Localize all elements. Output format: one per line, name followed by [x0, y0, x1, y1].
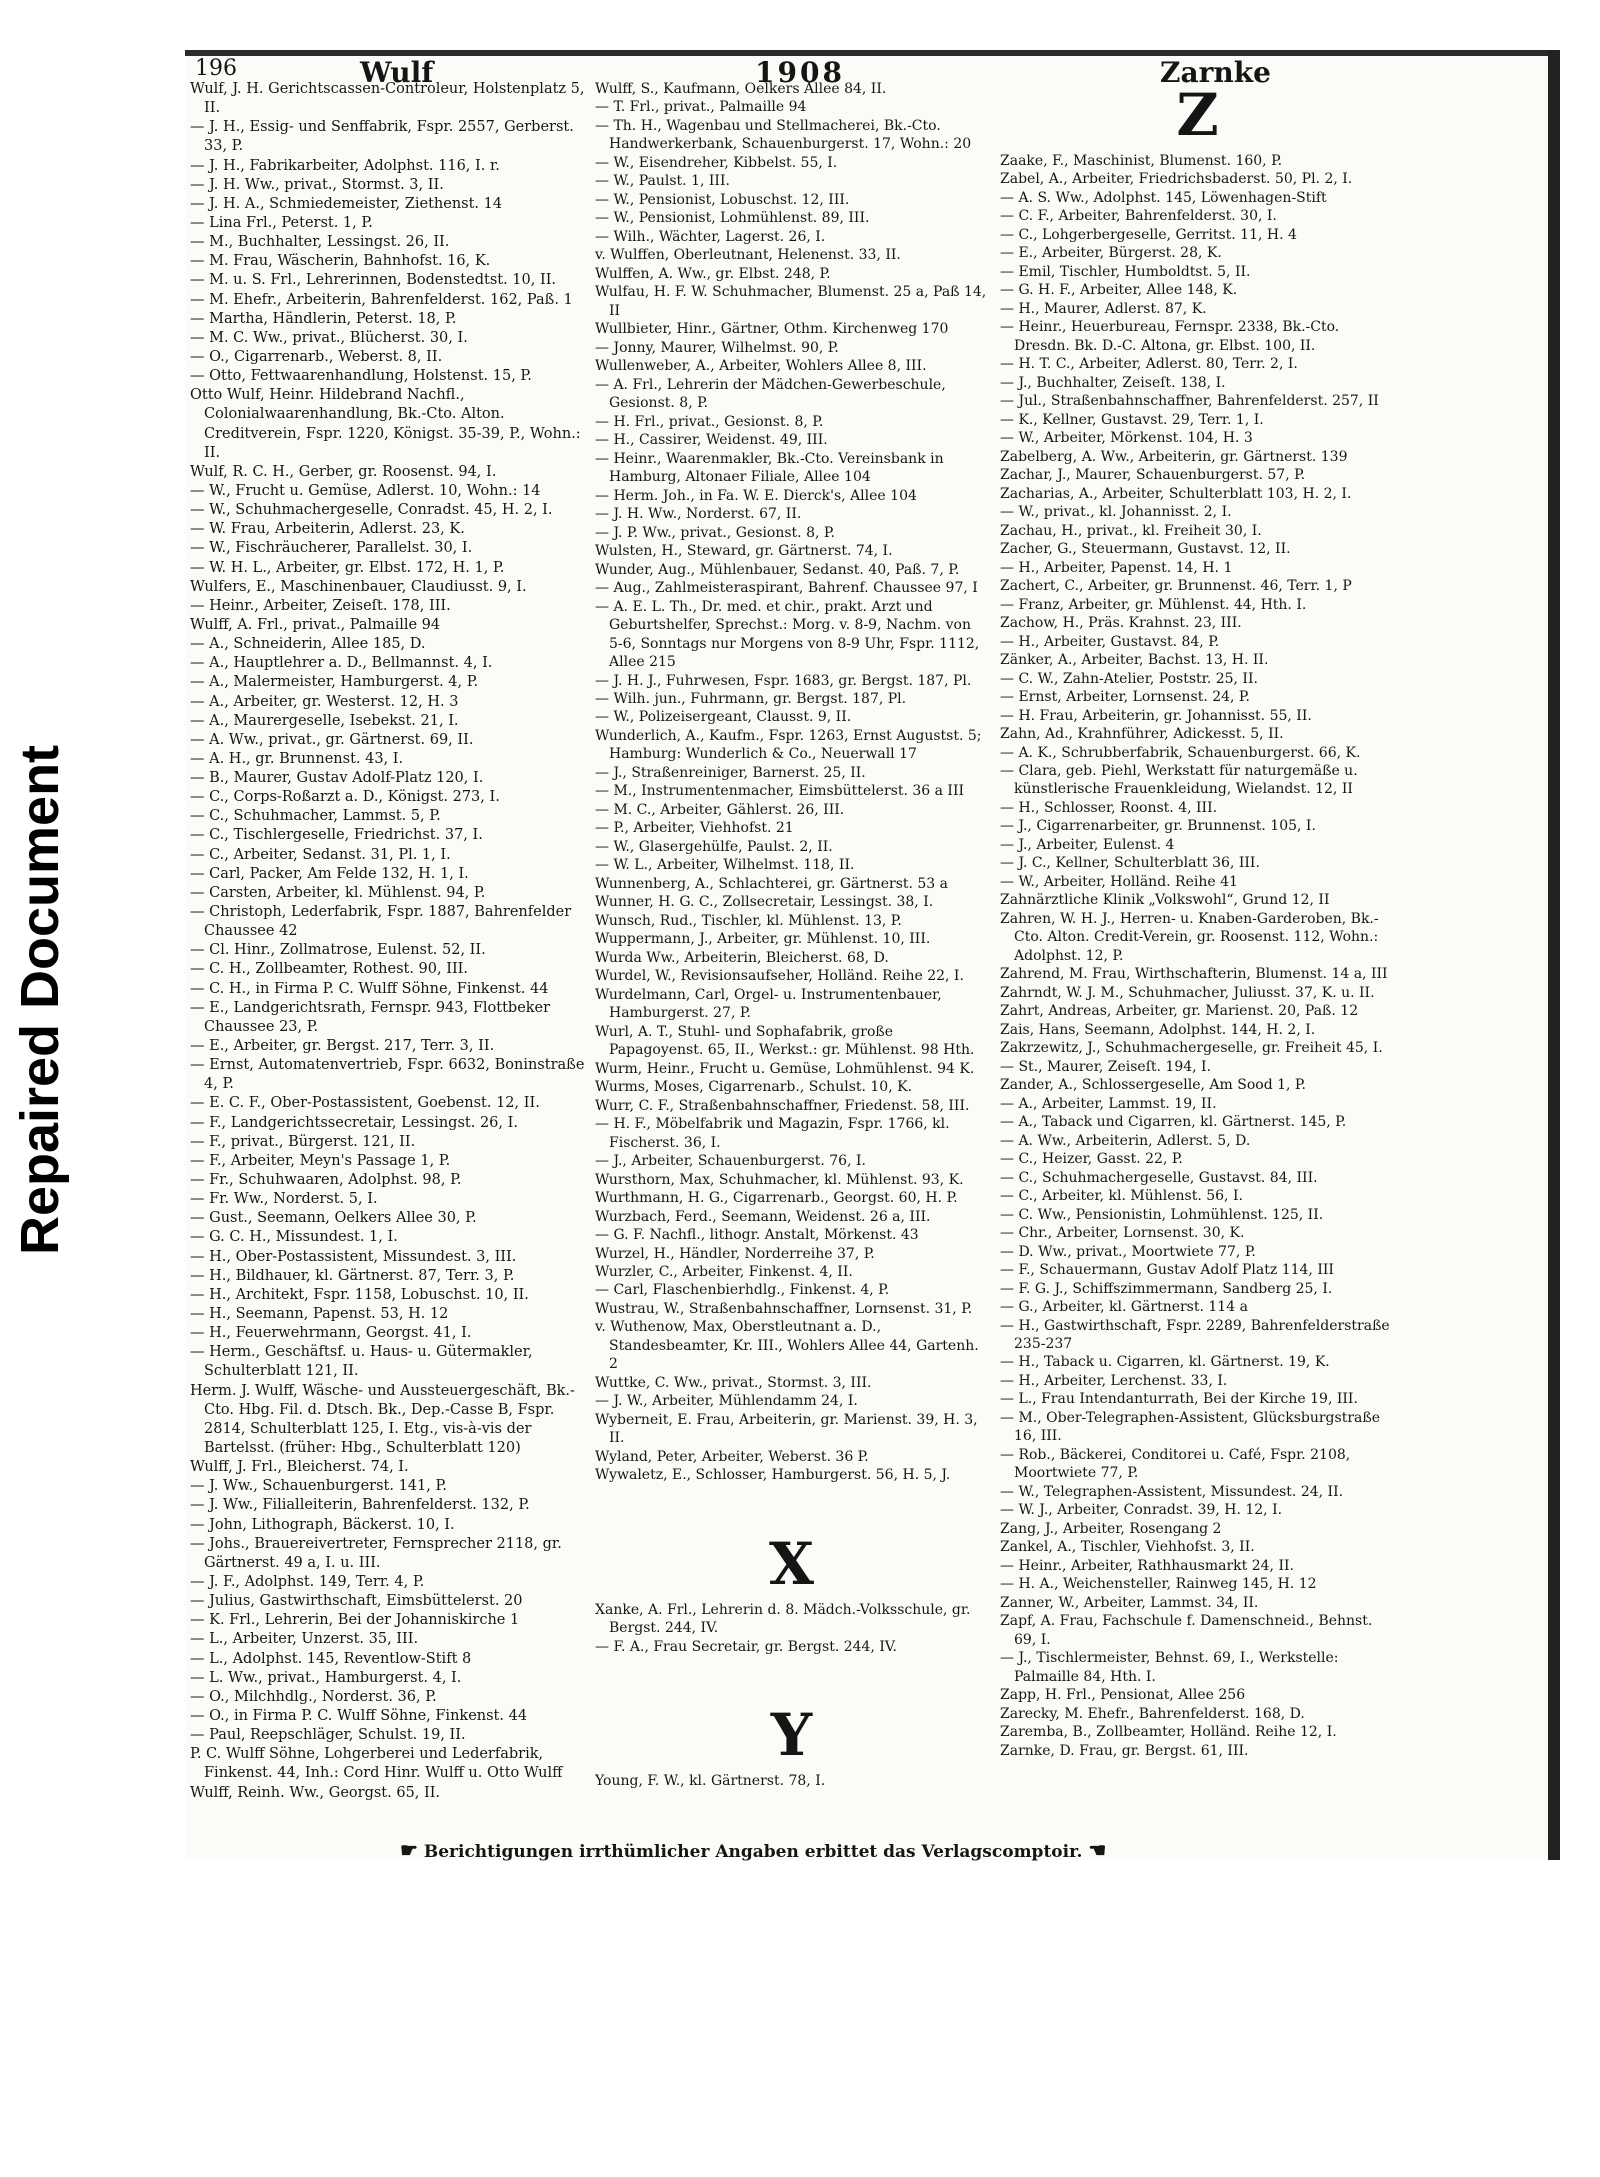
directory-entry: Wunnenberg, A., Schlachterei, gr. Gärtnerst. 53 a — [595, 875, 949, 892]
directory-entry: Zabelberg, A. Ww., Arbeiterin, gr. Gärtnerst. 139 — [1000, 448, 1348, 465]
directory-entry: — H., Schlosser, Roonst. 4, III. — [1000, 799, 1218, 816]
directory-entry: Wulf, R. C. H., Gerber, gr. Roosenst. 94, I. — [190, 463, 497, 480]
directory-entry: — H. A., Weichensteller, Rainweg 145, H. 12 — [1000, 1576, 1317, 1593]
directory-entry: — J. F., Adolphst. 149, Terr. 4, P. — [190, 1573, 425, 1590]
directory-entry: — Fr. Ww., Norderst. 5, I. — [190, 1191, 378, 1208]
directory-entry: — J. H. Ww., privat., Stormst. 3, II. — [190, 176, 444, 193]
directory-entry: — Chr., Arbeiter, Lornsenst. 30, K. — [1000, 1225, 1245, 1242]
directory-entry: — Jonny, Maurer, Wilhelmst. 90, P. — [595, 339, 839, 356]
footer-notice — [400, 1838, 1300, 1862]
directory-entry: — O., Milchhdlg., Norderst. 36, P. — [190, 1688, 437, 1705]
directory-entry: — C., Arbeiter, Sedanst. 31, Pl. 1, I. — [190, 846, 451, 863]
directory-entry: — M., Buchhalter, Lessingst. 26, II. — [190, 234, 450, 251]
directory-entry: — H., Ober-Postassistent, Missundest. 3, III. — [190, 1248, 517, 1265]
directory-entry: — E., Landgerichtsrath, Fernspr. 943, Flottbeker Chaussee 23, P. — [190, 999, 551, 1035]
directory-entry: Xanke, A. Frl., Lehrerin d. 8. Mädch.-Volksschule, gr. Bergst. 244, IV. — [595, 1601, 971, 1637]
directory-entry: Zahnärztliche Klinik „Volkswohl“, Grund 12, II — [1000, 892, 1330, 909]
directory-entry: — W., Schuhmachergeselle, Conradst. 45, H. 2, I. — [190, 502, 553, 519]
directory-entry: — J. P. Ww., privat., Gesionst. 8, P. — [595, 524, 835, 541]
directory-entry: P. C. Wulff Söhne, Lohgerberei und Lederfabrik, Finkenst. 44, Inh.: Cord Hinr. Wulff u. Otto Wulff — [190, 1746, 563, 1782]
directory-entry: — Ernst, Arbeiter, Lornsenst. 24, P. — [1000, 689, 1250, 706]
directory-entry: — A. Frl., Lehrerin der Mädchen-Gewerbeschule, Gesionst. 8, P. — [595, 376, 946, 412]
directory-entry: — P., Arbeiter, Viehhofst. 21 — [595, 820, 794, 837]
directory-entry: — C. W., Zahn-Atelier, Poststr. 25, II. — [1000, 670, 1258, 687]
directory-entry: — J., Tischlermeister, Behnst. 69, I., Werkstelle: Palmaille 84, Hth. I. — [1000, 1650, 1339, 1685]
directory-entry: Zachert, C., Arbeiter, gr. Brunnenst. 46, Terr. 1, P — [1000, 578, 1352, 595]
directory-entry: Zarecky, M. Ehefr., Bahrenfelderst. 168, D. — [1000, 1705, 1305, 1722]
directory-entry: Wurr, C. F., Straßenbahnschaffner, Friedenst. 58, III. — [595, 1097, 970, 1114]
directory-entry: — Julius, Gastwirthschaft, Eimsbüttelerst. 20 — [190, 1593, 523, 1610]
directory-entry: — K. Frl., Lehrerin, Bei der Johanniskirche 1 — [190, 1612, 520, 1629]
directory-entry: Wustrau, W., Straßenbahnschaffner, Lornsenst. 31, P. — [595, 1300, 973, 1317]
directory-entry: — A. Ww., privat., gr. Gärtnerst. 69, II. — [190, 731, 474, 748]
directory-entry: — Gust., Seemann, Oelkers Allee 30, P. — [190, 1210, 477, 1227]
directory-entry: — C. F., Arbeiter, Bahrenfelderst. 30, I. — [1000, 208, 1277, 225]
directory-entry: — W., Fischräucherer, Parallelst. 30, I. — [190, 540, 473, 557]
directory-entry: — W., Arbeiter, Holländ. Reihe 41 — [1000, 873, 1238, 890]
directory-entry: — Martha, Händlerin, Peterst. 18, P. — [190, 310, 457, 327]
directory-entry: — J. H., Fabrikarbeiter, Adolphst. 116, I. r. — [190, 157, 500, 174]
directory-entry: — H., Seemann, Papenst. 53, H. 12 — [190, 1306, 449, 1322]
directory-entry: — W., Pensionist, Lobuschst. 12, III. — [595, 191, 850, 208]
directory-entry: — A., Schneiderin, Allee 185, D. — [190, 636, 426, 653]
directory-entry: — G. C. H., Missundest. 1, I. — [190, 1229, 398, 1246]
directory-entry: — H. Frau, Arbeiterin, gr. Johannisst. 55, II. — [1000, 707, 1312, 724]
directory-entry: — Wilh. jun., Fuhrmann, gr. Bergst. 187, Pl. — [595, 690, 907, 707]
directory-entry: — H., Arbeiter, Lerchenst. 33, I. — [1000, 1372, 1228, 1389]
directory-entry: — Clara, geb. Piehl, Werkstatt für naturgemäße u. künstlerische Frauenkleidung, Wielandst. 12, II — [1000, 762, 1358, 798]
directory-entry: Wulf, J. H. Gerichtscassen-Controleur, Holstenplatz 5, II. — [190, 81, 585, 117]
directory-entry: — Christoph, Lederfabrik, Fspr. 1887, Bahrenfelder Chaussee 42 — [190, 904, 572, 940]
directory-entry: — C. Ww., Pensionistin, Lohmühlenst. 125, II. — [1000, 1206, 1324, 1223]
directory-entry: — L., Arbeiter, Unzerst. 35, III. — [190, 1631, 419, 1648]
directory-entry: Zacher, G., Steuermann, Gustavst. 12, II. — [1000, 541, 1291, 558]
directory-entry: — H., Cassirer, Weidenst. 49, III. — [595, 432, 828, 449]
directory-entry: Zaake, F., Maschinist, Blumenst. 160, P. — [1000, 153, 1283, 169]
directory-entry: — T. Frl., privat., Palmaille 94 — [595, 99, 807, 116]
directory-entry: — W., privat., kl. Johannisst. 2, I. — [1000, 504, 1232, 521]
directory-entry: — M. C. Ww., privat., Blücherst. 30, I. — [190, 329, 468, 346]
directory-entry: — H. F., Möbelfabrik und Magazin, Fspr. 1766, kl. Fischerst. 36, I. — [595, 1116, 950, 1151]
directory-entry: Wursthorn, Max, Schuhmacher, kl. Mühlenst. 93, K. — [595, 1171, 964, 1188]
side-watermark — [0, 650, 80, 1350]
directory-entry: — John, Lithograph, Bäckerst. 10, I. — [190, 1516, 455, 1533]
section-letter-y: Y — [770, 1701, 813, 1770]
directory-entry: — G. H. F., Arbeiter, Allee 148, K. — [1000, 282, 1238, 299]
directory-entry: Young, F. W., kl. Gärtnerst. 78, I. — [595, 1773, 826, 1790]
directory-entry: — J., Buchhalter, Zeiseſt. 138, I. — [1000, 374, 1226, 391]
directory-entry: Wurzel, H., Händler, Norderreihe 37, P. — [595, 1245, 875, 1262]
directory-entry: — J. C., Kellner, Schulterblatt 36, III. — [1000, 855, 1260, 872]
directory-entry: — J. H. Ww., Norderst. 67, II. — [595, 506, 802, 523]
directory-entry: — C., Heizer, Gasst. 22, P. — [1000, 1151, 1183, 1168]
directory-entry: — W. L., Arbeiter, Wilhelmst. 118, II. — [595, 857, 855, 874]
directory-entry: Otto Wulf, Heinr. Hildebrand Nachfl., Colonialwaarenhandlung, Bk.-Cto. Alton. Creditverein, Fspr. 1220, Königst. 35-39, P., Wohn.: II. — [190, 387, 581, 461]
directory-entry: — C., Corps-Roßarzt a. D., Königst. 273, I. — [190, 789, 500, 806]
directory-entry: — Franz, Arbeiter, gr. Mühlenst. 44, Hth. I. — [1000, 596, 1307, 613]
directory-entry: Herm. J. Wulff, Wäsche- und Aussteuergeschäft, Bk.-Cto. Hbg. Fil. d. Dtsch. Bk., Dep.-Casse B, Fspr. 2814, Schulterblatt 125, I. Etg., vis-à-vis der Bartelsst. (früher: Hbg., Schulterblatt 120) — [190, 1382, 575, 1456]
directory-entry: — A., Taback und Cigarren, kl. Gärtnerst. 145, P. — [1000, 1114, 1347, 1131]
directory-entry: — C., Lohgerbergeselle, Gerritst. 11, H. 4 — [1000, 226, 1297, 243]
directory-entry: — W., Arbeiter, Mörkenst. 104, H. 3 — [1000, 430, 1253, 447]
directory-entry: Wunsch, Rud., Tischler, kl. Mühlenst. 13, P. — [595, 912, 902, 929]
column-middle-entries — [595, 80, 988, 1485]
directory-entry: — J. Ww., Filialleiterin, Bahrenfelderst. 132, P. — [190, 1497, 530, 1514]
directory-entry: Zahrndt, W. J. M., Schuhmacher, Juliusst. 37, K. u. II. — [1000, 984, 1375, 1001]
column-right-entries — [1000, 152, 1395, 1760]
directory-entry: — M., Ober-Telegraphen-Assistent, Glücksburgstraße 16, III. — [1000, 1409, 1380, 1445]
directory-entry: — M. C., Arbeiter, Gählerst. 26, III. — [595, 801, 845, 818]
directory-entry: Zachow, H., Präs. Krahnst. 23, III. — [1000, 615, 1242, 632]
header-left-word: Wulf — [360, 56, 434, 89]
directory-entry: Zapp, H. Frl., Pensionat, Allee 256 — [1000, 1687, 1246, 1704]
directory-entry: Zapf, A. Frau, Fachschule f. Damenschneid., Behnst. 69, I. — [1000, 1613, 1373, 1648]
pointing-hand-left-icon: ☛ — [400, 1838, 418, 1862]
directory-entry: — C., Tischlergeselle, Friedrichst. 37, I. — [190, 827, 483, 844]
directory-entry: — L., Adolphst. 145, Reventlow-Stift 8 — [190, 1650, 472, 1667]
directory-entry: — A., Maurergeselle, Isebekst. 21, I. — [190, 712, 459, 729]
directory-entry: — Otto, Fettwaarenhandlung, Holstenst. 15, P. — [190, 368, 532, 385]
directory-entry: — A. K., Schrubberfabrik, Schauenburgerst. 66, K. — [1000, 744, 1361, 761]
directory-entry: — Ernst, Automatenvertrieb, Fspr. 6632, Boninstraße 4, P. — [190, 1057, 585, 1093]
directory-entry: — W., Frucht u. Gemüse, Adlerst. 10, Wohn.: 14 — [190, 482, 541, 499]
directory-entry: — M. u. S. Frl., Lehrerinnen, Bodenstedtst. 10, II. — [190, 272, 557, 289]
directory-entry: Wurzbach, Ferd., Seemann, Weidenst. 26 a, III. — [595, 1208, 931, 1225]
directory-entry: — Heinr., Waarenmakler, Bk.-Cto. Vereinsbank in Hamburg, Altonaer Filiale, Allee 104 — [595, 450, 944, 486]
directory-entry: — Paul, Reepschläger, Schulst. 19, II. — [190, 1727, 466, 1744]
directory-entry: — H., Arbeiter, Papenst. 14, H. 1 — [1000, 559, 1233, 576]
directory-entry: Wurm, Heinr., Frucht u. Gemüse, Lohmühlenst. 94 K. — [595, 1060, 975, 1077]
directory-entry: Zais, Hans, Seemann, Adolphst. 144, H. 2, I. — [1000, 1021, 1316, 1038]
directory-entry: — E., Arbeiter, Bürgerst. 28, K. — [1000, 245, 1222, 262]
directory-entry: Zacharias, A., Arbeiter, Schulterblatt 103, H. 2, I. — [1000, 485, 1352, 502]
directory-entry: — H., Arbeiter, Gustavst. 84, P. — [1000, 633, 1220, 650]
directory-entry: — W., Polizeisergeant, Clausst. 9, II. — [595, 709, 852, 726]
directory-entry: v. Wulffen, Oberleutnant, Helenenst. 33, II. — [595, 247, 901, 264]
directory-entry: — H., Feuerwehrmann, Georgst. 41, I. — [190, 1325, 472, 1342]
directory-entry: Wulfers, E., Maschinenbauer, Claudiusst. 9, I. — [190, 578, 527, 595]
directory-entry: — H., Architekt, Fspr. 1158, Lobuschst. 10, II. — [190, 1286, 529, 1303]
directory-entry: Wulff, A. Frl., privat., Palmaille 94 — [190, 616, 441, 633]
directory-entry: — F., Schauermann, Gustav Adolf Platz 114, III — [1000, 1262, 1334, 1279]
directory-entry: — G. F. Nachfl., lithogr. Anstalt, Mörkenst. 43 — [595, 1227, 919, 1244]
directory-entry: Wurms, Moses, Cigarrenarb., Schulst. 10, K. — [595, 1079, 913, 1096]
directory-entry: Wunderlich, A., Kaufm., Fspr. 1263, Ernst Augustst. 5; Hamburg: Wunderlich & Co., Neuerwall 17 — [595, 727, 982, 763]
directory-entry: Wuppermann, J., Arbeiter, gr. Mühlenst. 10, III. — [595, 931, 931, 948]
directory-entry: Wullenweber, A., Arbeiter, Wohlers Allee 8, III. — [595, 358, 927, 375]
directory-entry: — J., Arbeiter, Schauenburgerst. 76, I. — [595, 1153, 866, 1170]
directory-entry: — L., Frau Intendanturrath, Bei der Kirche 19, III. — [1000, 1391, 1358, 1408]
directory-entry: Zahrend, M. Frau, Wirthschafterin, Blumenst. 14 a, III — [1000, 966, 1388, 983]
directory-entry: Wurdelmann, Carl, Orgel- u. Instrumentenbauer, Hamburgerst. 27, P. — [595, 986, 942, 1022]
directory-entry: — Fr., Schuhwaaren, Adolphst. 98, P. — [190, 1172, 462, 1189]
directory-entry: Wurzler, C., Arbeiter, Finkenst. 4, II. — [595, 1264, 853, 1280]
directory-entry: v. Wuthenow, Max, Oberstleutnant a. D., Standesbeamter, Kr. III., Wohlers Allee 44, Gartenh. 2 — [595, 1319, 979, 1373]
directory-entry: — F., Arbeiter, Meyn's Passage 1, P. — [190, 1152, 451, 1169]
directory-entry: Wulff, J. Frl., Bleicherst. 74, I. — [190, 1459, 409, 1476]
directory-entry: — O., in Firma P. C. Wulff Söhne, Finkenst. 44 — [190, 1707, 528, 1724]
directory-entry: — F., privat., Bürgerst. 121, II. — [190, 1133, 416, 1150]
directory-entry: — Rob., Bäckerei, Conditorei u. Café, Fspr. 2108, Moortwiete 77, P. — [1000, 1446, 1351, 1482]
directory-entry: — A. H., gr. Brunnenst. 43, I. — [190, 750, 404, 767]
directory-entry: — C. H., in Firma P. C. Wulff Söhne, Finkenst. 44 — [190, 980, 549, 997]
directory-entry: — W., Pensionist, Lohmühlenst. 89, III. — [595, 210, 870, 227]
directory-entry: — J. H. J., Fuhrwesen, Fspr. 1683, gr. Bergst. 187, Pl. — [595, 672, 972, 689]
side-watermark-text: Repaired Document — [10, 744, 70, 1256]
directory-entry: — J. H. A., Schmiedemeister, Ziethenst. 14 — [190, 195, 503, 212]
directory-entry: Zahn, Ad., Krahnführer, Adickesst. 5, II. — [1000, 726, 1284, 743]
directory-entry: — J. Ww., Schauenburgerst. 141, P. — [190, 1478, 447, 1495]
directory-entry: — J., Cigarrenarbeiter, gr. Brunnenst. 105, I. — [1000, 818, 1316, 835]
directory-entry: — Carl, Packer, Am Felde 132, H. 1, I. — [190, 865, 469, 882]
page-number: 196 — [195, 56, 237, 81]
directory-entry: — W. J., Arbeiter, Conradst. 39, H. 12, I. — [1000, 1502, 1283, 1519]
directory-entry: — C., Schuhmachergeselle, Gustavst. 84, III. — [1000, 1169, 1318, 1186]
footer-text: Berichtigungen irrthümlicher Angaben erbittet das Verlagscomptoir. — [423, 1842, 1083, 1862]
directory-entry: — K., Kellner, Gustavst. 29, Terr. 1, I. — [1000, 411, 1264, 428]
directory-entry: — E., Arbeiter, gr. Bergst. 217, Terr. 3, II. — [190, 1038, 495, 1055]
directory-entry: Wyland, Peter, Arbeiter, Weberst. 36 P. — [595, 1448, 869, 1465]
directory-entry: — L. Ww., privat., Hamburgerst. 4, I. — [190, 1669, 462, 1686]
section-letter-x: X — [768, 1529, 814, 1598]
directory-entry: — W., Glasergehülfe, Paulst. 2, II. — [595, 838, 833, 855]
header-right-word: Zarnke — [1160, 56, 1271, 89]
directory-entry: — F., Landgerichtssecretair, Lessingst. 26, I. — [190, 1114, 518, 1131]
directory-entry: Zahrt, Andreas, Arbeiter, gr. Marienst. 20, Paß. 12 — [1000, 1003, 1359, 1020]
directory-entry: Zanner, W., Arbeiter, Lammst. 34, II. — [1000, 1594, 1259, 1611]
directory-entry: Wurl, A. T., Stuhl- und Sophafabrik, große Papagoyenst. 65, II., Werkst.: gr. Mühlenst. 98 Hth. — [595, 1023, 975, 1059]
directory-entry: — W., Eisendreher, Kibbelst. 55, I. — [595, 154, 838, 171]
directory-entry: — J., Arbeiter, Eulenst. 4 — [1000, 836, 1175, 853]
directory-entry: — F. A., Frau Secretair, gr. Bergst. 244, IV. — [595, 1638, 897, 1655]
directory-entry: — W. H. L., Arbeiter, gr. Elbst. 172, H. 1, P. — [190, 559, 505, 576]
directory-entry: Wurthmann, H. G., Cigarrenarb., Georgst. 60, H. P. — [595, 1190, 958, 1207]
directory-entry: — Lina Frl., Peterst. 1, P. — [190, 214, 373, 231]
directory-entry: — Carl, Flaschenbierhdlg., Finkenst. 4, P. — [595, 1282, 890, 1299]
directory-entry: — A., Hauptlehrer a. D., Bellmannst. 4, I. — [190, 655, 493, 672]
directory-entry: — Aug., Zahlmeisteraspirant, Bahrenf. Chaussee 97, I — [595, 580, 978, 597]
directory-entry: — H. T. C., Arbeiter, Adlerst. 80, Terr. 2, I. — [1000, 356, 1298, 373]
directory-entry: Zabel, A., Arbeiter, Friedrichsbaderst. 50, Pl. 2, I. — [1000, 171, 1353, 188]
directory-entry: — A., Arbeiter, gr. Westerst. 12, H. 3 — [190, 693, 459, 710]
directory-entry: Wulfau, H. F. W. Schuhmacher, Blumenst. 25 a, Paß 14, II — [595, 284, 987, 319]
directory-entry: — W., Telegraphen-Assistent, Missundest. 24, II. — [1000, 1483, 1344, 1500]
directory-entry: — Heinr., Arbeiter, Rathhausmarkt 24, II. — [1000, 1557, 1294, 1574]
directory-entry: Wunder, Aug., Mühlenbauer, Sedanst. 40, Paß. 7, P. — [595, 561, 960, 578]
directory-entry: Zachau, H., privat., kl. Freiheit 30, I. — [1000, 522, 1262, 539]
directory-entry: Zang, J., Arbeiter, Rosengang 2 — [1000, 1520, 1222, 1537]
column-left — [190, 80, 585, 1840]
directory-entry: Wulff, Reinh. Ww., Georgst. 65, II. — [190, 1784, 441, 1801]
directory-entry: Zänker, A., Arbeiter, Bachst. 13, H. II. — [1000, 652, 1269, 669]
directory-entry: — M. Frau, Wäscherin, Bahnhofst. 16, K. — [190, 253, 491, 270]
directory-entry: — Herm., Geschäftsf. u. Haus- u. Gütermakler, Schulterblatt 121, II. — [190, 1344, 533, 1380]
directory-entry: — Wilh., Wächter, Lagerst. 26, I. — [595, 228, 826, 245]
directory-entry: Zakrzewitz, J., Schuhmachergeselle, gr. Freiheit 45, I. — [1000, 1040, 1383, 1057]
directory-entry: — B., Maurer, Gustav Adolf-Platz 120, I. — [190, 770, 484, 787]
directory-entry: — Jul., Straßenbahnschaffner, Bahrenfelderst. 257, II — [1000, 393, 1379, 410]
directory-entry: — Johs., Brauereivertreter, Fernsprecher 2118, gr. Gärtnerst. 49 a, I. u. III. — [190, 1535, 562, 1571]
column-middle — [595, 80, 988, 1840]
directory-entry: — Cl. Hinr., Zollmatrose, Eulenst. 52, II. — [190, 942, 486, 959]
directory-entry: Zachar, J., Maurer, Schauenburgerst. 57, P. — [1000, 467, 1306, 484]
directory-entry: — D. Ww., privat., Moortwiete 77, P. — [1000, 1243, 1256, 1260]
directory-entry: — H., Bildhauer, kl. Gärtnerst. 87, Terr. 3, P. — [190, 1267, 515, 1284]
directory-entry: — E. C. F., Ober-Postassistent, Goebenst. 12, II. — [190, 1095, 540, 1112]
directory-entry: — Heinr., Heuerbureau, Fernspr. 2338, Bk.-Cto. Dresdn. Bk. D.-C. Altona, gr. Elbst. 100, II. — [1000, 319, 1340, 354]
directory-entry: — H., Gastwirthschaft, Fspr. 2289, Bahrenfelderstraße 235-237 — [1000, 1317, 1390, 1352]
directory-entry: — A. S. Ww., Adolphst. 145, Löwenhagen-Stift — [1000, 189, 1327, 206]
directory-entry: — M. Ehefr., Arbeiterin, Bahrenfelderst. 162, Paß. 1 — [190, 291, 573, 308]
directory-entry: — A., Malermeister, Hamburgerst. 4, P. — [190, 674, 479, 691]
directory-entry: Wulffen, A. Ww., gr. Elbst. 248, P. — [595, 265, 831, 282]
directory-entry: — St., Maurer, Zeiseſt. 194, I. — [1000, 1058, 1212, 1075]
directory-entry: — J. W., Arbeiter, Mühlendamm 24, I. — [595, 1393, 858, 1410]
directory-entry: — O., Cigarrenarb., Weberst. 8, II. — [190, 348, 443, 365]
directory-entry: Wunner, H. G. C., Zollsecretair, Lessingst. 38, I. — [595, 894, 934, 911]
directory-entry: — A. E. L. Th., Dr. med. et chir., prakt. Arzt und Geburtshelfer, Sprechst.: Morg. v. 8-9, Nachm. von 5-6, Sonntags nur Morgens von 8-9 Uhr, Fspr. 1112, Allee 215 — [595, 598, 980, 671]
column-right — [1000, 80, 1395, 1840]
directory-entry: — A. Ww., Arbeiterin, Adlerst. 5, D. — [1000, 1132, 1251, 1149]
directory-entry: — J., Straßenreiniger, Barnerst. 25, II. — [595, 764, 866, 781]
directory-entry: — H., Taback u. Cigarren, kl. Gärtnerst. 19, K. — [1000, 1354, 1330, 1371]
directory-entry: — Emil, Tischler, Humboldtst. 5, II. — [1000, 263, 1251, 280]
directory-entry: Wullbieter, Hinr., Gärtner, Othm. Kirchenweg 170 — [595, 321, 949, 338]
directory-entry: — G., Arbeiter, kl. Gärtnerst. 114 a — [1000, 1299, 1248, 1316]
directory-entry: Zahren, W. H. J., Herren- u. Knaben-Garderoben, Bk.-Cto. Alton. Credit-Verein, gr. Roosenst. 112, Wohn.: Adolphst. 12, P. — [1000, 910, 1379, 964]
directory-entry: Wuttke, C. Ww., privat., Stormst. 3, III. — [595, 1374, 872, 1391]
section-x-entries — [595, 1601, 988, 1656]
directory-entry: — W. Frau, Arbeiterin, Adlerst. 23, K. — [190, 521, 465, 538]
section-y-entries — [595, 1772, 988, 1790]
directory-entry: — A., Arbeiter, Lammst. 19, II. — [1000, 1095, 1217, 1112]
directory-entry: — Heinr., Arbeiter, Zeiseſt. 178, III. — [190, 597, 451, 614]
directory-entry: Wurdel, W., Revisionsaufseher, Holländ. Reihe 22, I. — [595, 968, 964, 985]
directory-entry: — C. H., Zollbeamter, Rothest. 90, III. — [190, 961, 469, 978]
directory-entry: — Herm. Joh., in Fa. W. E. Dierck's, Allee 104 — [595, 487, 917, 504]
directory-entry: Zarnke, D. Frau, gr. Bergst. 61, III. — [1000, 1742, 1249, 1759]
directory-entry: — J. H., Essig- und Senffabrik, Fspr. 2557, Gerberst. 33, P. — [190, 119, 574, 155]
directory-entry: — Th. H., Wagenbau und Stellmacherei, Bk.-Cto. Handwerkerbank, Schauenburgerst. 17, Wohn.: 20 — [595, 117, 972, 153]
directory-entry: Wywaletz, E., Schlosser, Hamburgerst. 56, H. 5, J. — [595, 1467, 951, 1484]
directory-entry: Zander, A., Schlossergeselle, Am Sood 1, P. — [1000, 1077, 1306, 1094]
directory-entry: Wyberneit, E. Frau, Arbeiterin, gr. Marienst. 39, H. 3, II. — [595, 1411, 978, 1447]
directory-entry: — C., Arbeiter, kl. Mühlenst. 56, I. — [1000, 1188, 1243, 1205]
directory-entry: — C., Schuhmacher, Lammst. 5, P. — [190, 808, 441, 825]
directory-entry: Wulsten, H., Steward, gr. Gärtnerst. 74, I. — [595, 543, 893, 560]
header-year: 1908 — [755, 56, 845, 89]
scan-border-right — [1548, 50, 1560, 1860]
directory-entry: Zaremba, B., Zollbeamter, Holländ. Reihe 12, I. — [1000, 1724, 1337, 1741]
directory-entry: Wulff, S., Kaufmann, Oelkers Allee 84, II. — [595, 81, 887, 97]
directory-entry: Wurda Ww., Arbeiterin, Bleicherst. 68, D. — [595, 949, 889, 966]
directory-entry: — F. G. J., Schiffszimmermann, Sandberg 25, I. — [1000, 1280, 1333, 1297]
directory-entry: — Carsten, Arbeiter, kl. Mühlenst. 94, P. — [190, 884, 486, 901]
pointing-hand-right-icon: ☚ — [1088, 1838, 1107, 1862]
section-letter-z: Z — [1176, 81, 1219, 149]
directory-entry: — H. Frl., privat., Gesionst. 8, P. — [595, 413, 824, 430]
directory-entry: — M., Instrumentenmacher, Eimsbüttelerst. 36 a III — [595, 783, 965, 800]
directory-entry: Zankel, A., Tischler, Viehhofst. 3, II. — [1000, 1539, 1255, 1556]
directory-entry: — H., Maurer, Adlerst. 87, K. — [1000, 300, 1207, 317]
directory-entry: — W., Paulst. 1, III. — [595, 173, 730, 190]
